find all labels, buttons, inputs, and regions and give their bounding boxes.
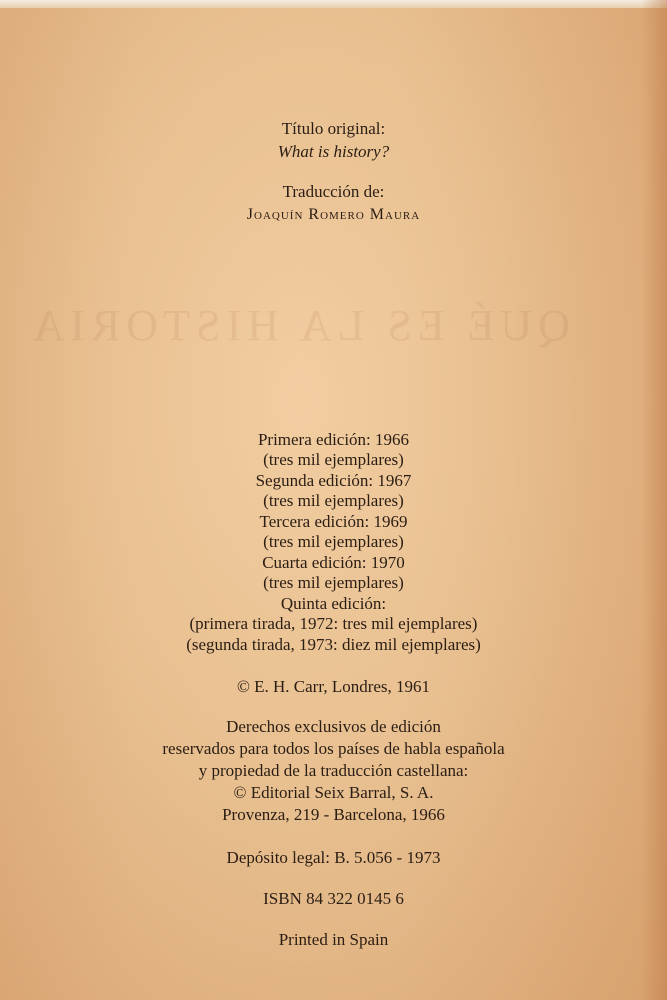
bleed-through-title: QUÉ ES LA HISTORIA — [26, 301, 570, 350]
edition-line: Tercera edición: 1969 — [259, 512, 408, 531]
legal-deposit: Depósito legal: B. 5.056 - 1973 — [226, 848, 441, 867]
edition-line: (tres mil ejemplares) — [263, 573, 404, 592]
translator-name: Joaquín Romero Maura — [246, 206, 421, 223]
rights-line: y propiedad de la traducción castellana: — [198, 761, 469, 780]
edition-line: (tres mil ejemplares) — [263, 532, 404, 551]
copyright-line: © E. H. Carr, Londres, 1961 — [236, 677, 431, 696]
edition-line: (primera tirada, 1972: tres mil ejemplares) — [189, 614, 478, 633]
isbn: ISBN 84 322 0145 6 — [263, 889, 404, 908]
rights-line: Derechos exclusivos de edición — [226, 717, 441, 736]
translation-label: Traducción de: — [282, 182, 385, 201]
page-top-edge — [0, 0, 667, 8]
rights-line: reservados para todos los países de habla española — [162, 739, 505, 758]
original-title-value: What is history? — [277, 142, 390, 161]
edition-line: (segunda tirada, 1973: diez mil ejemplares) — [186, 635, 481, 654]
printed-in: Printed in Spain — [278, 930, 389, 949]
rights-line: © Editorial Seix Barral, S. A. — [233, 783, 434, 802]
rights-line: Provenza, 219 - Barcelona, 1966 — [222, 805, 445, 824]
edition-line: (tres mil ejemplares) — [263, 491, 404, 510]
original-title-label: Título original: — [281, 119, 386, 138]
edition-line: Primera edición: 1966 — [257, 430, 410, 449]
edition-line: (tres mil ejemplares) — [263, 450, 404, 469]
edition-line: Cuarta edición: 1970 — [262, 553, 405, 572]
edition-line: Quinta edición: — [280, 594, 387, 613]
edition-line: Segunda edición: 1967 — [255, 471, 412, 490]
